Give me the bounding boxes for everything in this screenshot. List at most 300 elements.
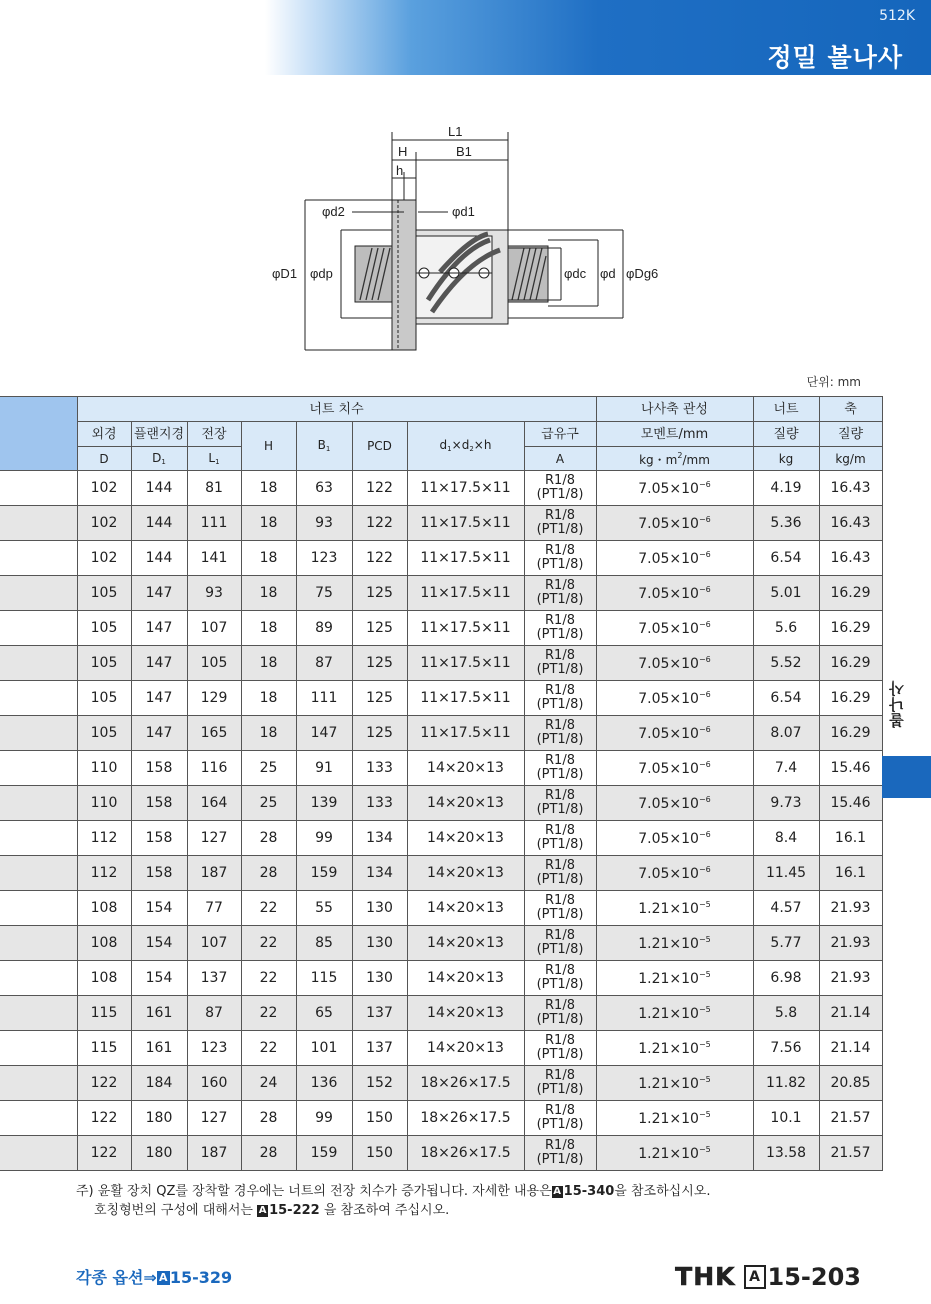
h-cell: [241, 681, 296, 716]
moment-base-value: 7.05×10: [638, 795, 699, 812]
grease-size-alt-value: (PT1/8): [536, 522, 584, 537]
flange-dia-value: 147: [145, 655, 173, 671]
table-row: [0, 751, 882, 786]
pcd-value: 122: [366, 515, 393, 531]
grease-size-value: R1/8: [545, 963, 575, 978]
pcd-value: 125: [366, 655, 393, 671]
outer-dia-cell: [77, 1101, 131, 1136]
b1-value: 115: [310, 970, 338, 986]
pcd-value: 122: [366, 550, 393, 566]
outer-dia-value: 115: [90, 1005, 118, 1021]
moment-base-value: 7.05×10: [638, 480, 699, 497]
length-cell: [187, 1031, 241, 1066]
grease-size-alt-value: (PT1/8): [536, 767, 584, 782]
length-value: 123: [200, 1040, 228, 1056]
nut-mass-cell: [753, 856, 819, 891]
moment-cell: [596, 681, 753, 716]
model-cell: [0, 716, 77, 751]
grease-size-alt-value: (PT1/8): [536, 487, 584, 502]
b1-value: 63: [315, 480, 333, 496]
grease-size-value: R1/8: [545, 998, 575, 1013]
shaft-mass-value: 21.57: [830, 1110, 871, 1126]
grease-nipple-cell: [524, 506, 596, 541]
model-cell: [0, 681, 77, 716]
flange-dia-value: 158: [145, 830, 173, 846]
outer-dia-cell: [77, 576, 131, 611]
notes: [76, 1182, 710, 1220]
grease-size-value: R1/8: [545, 858, 575, 873]
grease-nipple-cell: [524, 751, 596, 786]
length-value: 105: [200, 655, 228, 671]
shaft-mass-cell: [819, 1031, 882, 1066]
pcd-cell: [352, 681, 407, 716]
note-2-ref[interactable]: 15-222: [269, 1203, 320, 1218]
moment-cell: [596, 541, 753, 576]
footer-page: [675, 1262, 861, 1291]
outer-dia-cell: [77, 856, 131, 891]
length-cell: [187, 1066, 241, 1101]
hole-dims-cell: [407, 681, 524, 716]
length-value: 81: [205, 480, 223, 496]
hole-dims-value: 18×26×17.5: [420, 1110, 511, 1126]
hole-dims-cell: [407, 856, 524, 891]
nut-mass-value: 6.54: [770, 550, 802, 566]
nut-mass-value: 11.82: [765, 1075, 807, 1091]
grease-size-alt-value: (PT1/8): [536, 1012, 584, 1027]
page-number: 15-203: [767, 1262, 861, 1291]
outer-dia-value: 110: [90, 795, 118, 811]
flange-dia-cell: [131, 751, 187, 786]
nut-mass-cell: [753, 1066, 819, 1101]
b1-value: 99: [315, 830, 333, 846]
h-cell: [241, 751, 296, 786]
d1-symbol: $D_1$: [131, 447, 187, 471]
nut-mass-header-1: 너트: [753, 397, 819, 422]
table-row: [0, 926, 882, 961]
note-1-ref[interactable]: 15-340: [563, 1184, 615, 1199]
grease-size-alt-value: (PT1/8): [536, 1082, 584, 1097]
shaft-mass-cell: [819, 926, 882, 961]
moment-exponent-value: −5: [698, 1109, 711, 1119]
options-link[interactable]: [76, 1265, 232, 1288]
length-value: 93: [205, 585, 223, 601]
pcd-cell: [352, 646, 407, 681]
model-cell: [0, 786, 77, 821]
table-row: [0, 681, 882, 716]
hole-dims-cell: [407, 506, 524, 541]
outer-dia-header: 외경: [77, 422, 131, 447]
grease-size-value: R1/8: [545, 508, 575, 523]
options-ref: 15-329: [169, 1268, 233, 1287]
flange-dia-cell: [131, 1136, 187, 1171]
moment-cell: [596, 1136, 753, 1171]
label-d2: φd2: [322, 204, 345, 219]
hole-dims-value: 11×17.5×11: [420, 480, 511, 496]
nut-mass-cell: [753, 1136, 819, 1171]
h-cell: [241, 856, 296, 891]
nut-mass-value: 5.01: [770, 585, 802, 601]
moment-header-2: 모멘트/mm: [596, 422, 753, 447]
pcd-cell: [352, 1136, 407, 1171]
grease-size-value: R1/8: [545, 683, 575, 698]
nut-mass-value: 6.54: [770, 690, 802, 706]
hole-dims-cell: [407, 961, 524, 996]
nut-mass-cell: [753, 1031, 819, 1066]
outer-dia-value: 108: [90, 970, 118, 986]
hole-dims-value: 14×20×13: [427, 830, 504, 846]
outer-dia-value: 105: [90, 655, 118, 671]
hole-dims-cell: [407, 751, 524, 786]
moment-base-value: 1.21×10: [638, 1145, 699, 1162]
hole-dims-cell: [407, 611, 524, 646]
hole-dims-cell: [407, 1031, 524, 1066]
b1-cell: [296, 961, 352, 996]
hole-dims-header: $d_1\times d_2\times h$: [407, 422, 524, 471]
flange-dia-cell: [131, 716, 187, 751]
table-row: [0, 611, 882, 646]
flange-dia-value: 158: [145, 760, 173, 776]
flange-dia-header: 플랜지경: [131, 422, 187, 447]
outer-dia-cell: [77, 751, 131, 786]
moment-base-value: 7.05×10: [638, 690, 699, 707]
hole-dims-cell: [407, 891, 524, 926]
b1-value: 89: [315, 620, 333, 636]
h-value: 25: [259, 760, 278, 776]
shaft-mass-value: 21.14: [830, 1040, 871, 1056]
flange-dia-value: 144: [145, 550, 173, 566]
h-cell: [241, 576, 296, 611]
b1-cell: [296, 1031, 352, 1066]
h-value: 22: [259, 935, 278, 951]
length-value: 107: [200, 620, 228, 636]
flange-dia-cell: [131, 891, 187, 926]
page-title: 정밀 볼나사: [767, 43, 903, 72]
side-section-label: 볼나사: [888, 680, 906, 728]
grease-nipple-header: 급유구: [524, 422, 596, 447]
ref-box-icon: A: [157, 1271, 170, 1285]
unit-label: 단위: mm: [806, 375, 861, 389]
grease-size-value: R1/8: [545, 823, 575, 838]
pcd-value: 133: [366, 795, 393, 811]
b1-value: 93: [315, 515, 333, 531]
ref-box-icon: A: [258, 1205, 267, 1216]
grease-nipple-cell: [524, 1136, 596, 1171]
thk-logo: THK: [675, 1262, 736, 1291]
hole-dims-value: 11×17.5×11: [420, 655, 511, 671]
b1-cell: [296, 856, 352, 891]
flange-dia-value: 161: [145, 1005, 173, 1021]
nut-mass-value: 13.58: [765, 1145, 807, 1161]
moment-exponent-value: −6: [698, 689, 711, 699]
length-cell: [187, 751, 241, 786]
moment-unit: kg・$m^2/mm$: [596, 447, 753, 471]
outer-dia-cell: [77, 1066, 131, 1101]
flange-dia-cell: [131, 646, 187, 681]
shaft-mass-cell: [819, 471, 882, 506]
model-cell: [0, 996, 77, 1031]
length-value: 107: [200, 935, 228, 951]
nut-mass-value: 10.1: [770, 1110, 802, 1126]
h-value: 28: [259, 1110, 278, 1126]
flange-dia-cell: [131, 471, 187, 506]
grease-size-value: R1/8: [545, 613, 575, 628]
b1-cell: [296, 611, 352, 646]
length-cell: [187, 1101, 241, 1136]
outer-dia-cell: [77, 611, 131, 646]
hole-dims-value: 14×20×13: [427, 970, 504, 986]
nut-mass-cell: [753, 821, 819, 856]
moment-cell: [596, 646, 753, 681]
nut-mass-cell: [753, 961, 819, 996]
outer-dia-cell: [77, 506, 131, 541]
b1-cell: [296, 506, 352, 541]
length-value: 187: [200, 1145, 228, 1161]
grease-size-alt-value: (PT1/8): [536, 907, 584, 922]
h-value: 18: [259, 550, 278, 566]
h-value: 22: [259, 900, 278, 916]
shaft-mass-cell: [819, 646, 882, 681]
label-H: H: [398, 144, 408, 159]
grease-size-value: R1/8: [545, 473, 575, 488]
nut-mass-value: 5.52: [770, 655, 802, 671]
flange-dia-cell: [131, 856, 187, 891]
moment-exponent-value: −6: [698, 479, 711, 489]
h-cell: [241, 996, 296, 1031]
moment-exponent-value: −6: [698, 514, 711, 524]
hole-dims-cell: [407, 646, 524, 681]
grease-size-value: R1/8: [545, 718, 575, 733]
shaft-mass-value: 21.93: [830, 970, 871, 986]
pcd-value: 125: [366, 585, 393, 601]
moment-cell: [596, 821, 753, 856]
flange-dia-value: 147: [145, 690, 173, 706]
outer-dia-cell: [77, 681, 131, 716]
shaft-mass-value: 21.14: [830, 1005, 871, 1021]
moment-cell: [596, 506, 753, 541]
b1-value: 123: [310, 550, 338, 566]
h-cell: [241, 1136, 296, 1171]
model-cell: [0, 576, 77, 611]
outer-dia-value: 112: [90, 865, 118, 881]
l1-symbol: $L_1$: [187, 447, 241, 471]
h-cell: [241, 891, 296, 926]
nut-mass-value: 9.73: [770, 795, 802, 811]
hole-dims-cell: [407, 716, 524, 751]
h-cell: [241, 1031, 296, 1066]
nut-mass-cell: [753, 506, 819, 541]
moment-base-value: 7.05×10: [638, 725, 699, 742]
nut-dimensions-header: 너트 치수: [77, 397, 596, 422]
grease-nipple-cell: [524, 891, 596, 926]
shaft-mass-value: 16.1: [834, 865, 867, 881]
outer-dia-value: 105: [90, 620, 118, 636]
grease-size-alt-value: (PT1/8): [536, 732, 584, 747]
pcd-cell: [352, 541, 407, 576]
h-value: 18: [259, 480, 278, 496]
moment-exponent-value: −6: [698, 584, 711, 594]
moment-exponent-value: −6: [698, 794, 711, 804]
shaft-mass-cell: [819, 716, 882, 751]
grease-nipple-cell: [524, 681, 596, 716]
hole-dims-cell: [407, 576, 524, 611]
b1-cell: [296, 751, 352, 786]
grease-size-alt-value: (PT1/8): [536, 802, 584, 817]
moment-base-value: 7.05×10: [638, 830, 699, 847]
shaft-mass-cell: [819, 891, 882, 926]
nut-mass-value: 5.8: [774, 1005, 798, 1021]
pcd-value: 134: [366, 865, 393, 881]
b1-value: 136: [310, 1075, 338, 1091]
flange-dia-value: 147: [145, 585, 173, 601]
length-cell: [187, 541, 241, 576]
shaft-mass-header-2: 질량: [819, 422, 882, 447]
ball-screw-drawing: [0, 0, 931, 370]
length-cell: [187, 646, 241, 681]
nut-mass-value: 8.4: [774, 830, 798, 846]
length-cell: [187, 1136, 241, 1171]
shaft-mass-cell: [819, 1101, 882, 1136]
nut-mass-value: 4.57: [770, 900, 802, 916]
note-1-text: 주) 윤활 장치 QZ를 장착할 경우에는 너트의 전장 치수가 증가됩니다. 자세한 내용은: [76, 1184, 552, 1199]
table-row: [0, 996, 882, 1031]
hole-dims-value: 14×20×13: [427, 795, 504, 811]
a-symbol: A: [524, 447, 596, 471]
nut-mass-value: 11.45: [765, 865, 807, 881]
b1-cell: [296, 926, 352, 961]
flange-dia-cell: [131, 1066, 187, 1101]
h-value: 18: [259, 690, 278, 706]
flange-dia-cell: [131, 996, 187, 1031]
outer-dia-cell: [77, 716, 131, 751]
moment-cell: [596, 1031, 753, 1066]
h-value: 25: [259, 795, 278, 811]
shaft-mass-cell: [819, 541, 882, 576]
table-row: [0, 891, 882, 926]
moment-header-1: 나사축 관성: [596, 397, 753, 422]
flange-dia-value: 161: [145, 1040, 173, 1056]
moment-base-value: 7.05×10: [638, 515, 699, 532]
moment-exponent-value: −6: [698, 864, 711, 874]
table-row: [0, 576, 882, 611]
length-header: 전장: [187, 422, 241, 447]
b1-value: 101: [310, 1040, 338, 1056]
flange-dia-value: 154: [145, 935, 173, 951]
nut-mass-value: 5.6: [774, 620, 798, 636]
flange-dia-cell: [131, 1101, 187, 1136]
pcd-value: 125: [366, 690, 393, 706]
flange-dia-cell: [131, 611, 187, 646]
label-B1: B1: [456, 144, 472, 159]
grease-nipple-cell: [524, 856, 596, 891]
table-row: [0, 1136, 882, 1171]
h-cell: [241, 646, 296, 681]
nut-mass-cell: [753, 751, 819, 786]
grease-size-alt-value: (PT1/8): [536, 942, 584, 957]
pcd-cell: [352, 1101, 407, 1136]
moment-exponent-value: −6: [698, 654, 711, 664]
model-cell: [0, 1101, 77, 1136]
flange-dia-value: 184: [145, 1075, 173, 1091]
outer-dia-cell: [77, 1031, 131, 1066]
outer-dia-value: 122: [90, 1110, 118, 1126]
grease-size-value: R1/8: [545, 1033, 575, 1048]
nut-mass-cell: [753, 576, 819, 611]
d-symbol: D: [77, 447, 131, 471]
moment-exponent-value: −5: [698, 899, 711, 909]
nut-mass-value: 6.98: [770, 970, 802, 986]
shaft-mass-cell: [819, 1066, 882, 1101]
pcd-cell: [352, 856, 407, 891]
model-cell: [0, 891, 77, 926]
hole-dims-cell: [407, 1066, 524, 1101]
pcd-value: 150: [366, 1110, 393, 1126]
outer-dia-value: 110: [90, 760, 118, 776]
flange-dia-value: 144: [145, 480, 173, 496]
model-cell: [0, 646, 77, 681]
outer-dia-value: 102: [90, 515, 118, 531]
grease-nipple-cell: [524, 646, 596, 681]
h-cell: [241, 471, 296, 506]
pcd-cell: [352, 576, 407, 611]
b1-cell: [296, 681, 352, 716]
table-row: [0, 1101, 882, 1136]
nut-mass-value: 4.19: [770, 480, 802, 496]
table-row: [0, 506, 882, 541]
pcd-cell: [352, 926, 407, 961]
grease-nipple-cell: [524, 1031, 596, 1066]
pcd-cell: [352, 996, 407, 1031]
grease-size-value: R1/8: [545, 1103, 575, 1118]
b1-value: 159: [310, 1145, 338, 1161]
length-value: 164: [200, 795, 228, 811]
length-value: 77: [205, 900, 223, 916]
model-cell: [0, 1136, 77, 1171]
pcd-value: 133: [366, 760, 393, 776]
hole-dims-value: 14×20×13: [427, 1005, 504, 1021]
hole-dims-cell: [407, 471, 524, 506]
flange-body: [392, 200, 416, 350]
pcd-header: PCD: [352, 422, 407, 471]
b1-cell: [296, 541, 352, 576]
hole-dims-value: 11×17.5×11: [420, 620, 511, 636]
h-cell: [241, 716, 296, 751]
model-cell: [0, 1031, 77, 1066]
shaft-mass-value: 21.93: [830, 900, 871, 916]
kg-unit: kg: [753, 447, 819, 471]
moment-cell: [596, 471, 753, 506]
note-2-suffix: 을 참조하여 주십시오.: [319, 1203, 450, 1218]
h-value: 18: [259, 515, 278, 531]
hole-dims-value: 14×20×13: [427, 900, 504, 916]
h-cell: [241, 961, 296, 996]
hole-dims-value: 11×17.5×11: [420, 585, 511, 601]
b1-cell: [296, 646, 352, 681]
b1-value: 55: [315, 900, 333, 916]
hole-dims-value: 18×26×17.5: [420, 1075, 511, 1091]
shaft-mass-value: 21.57: [830, 1145, 871, 1161]
h-value: 28: [259, 1145, 278, 1161]
h-header: H: [241, 422, 296, 471]
model-cell: [0, 821, 77, 856]
length-value: 111: [200, 515, 228, 531]
side-section-tab[interactable]: [882, 756, 931, 798]
moment-base-value: 7.05×10: [638, 865, 699, 882]
b1-cell: [296, 576, 352, 611]
moment-exponent-value: −5: [698, 1004, 711, 1014]
nut-mass-cell: [753, 541, 819, 576]
b1-value: 75: [315, 585, 333, 601]
flange-dia-value: 154: [145, 970, 173, 986]
